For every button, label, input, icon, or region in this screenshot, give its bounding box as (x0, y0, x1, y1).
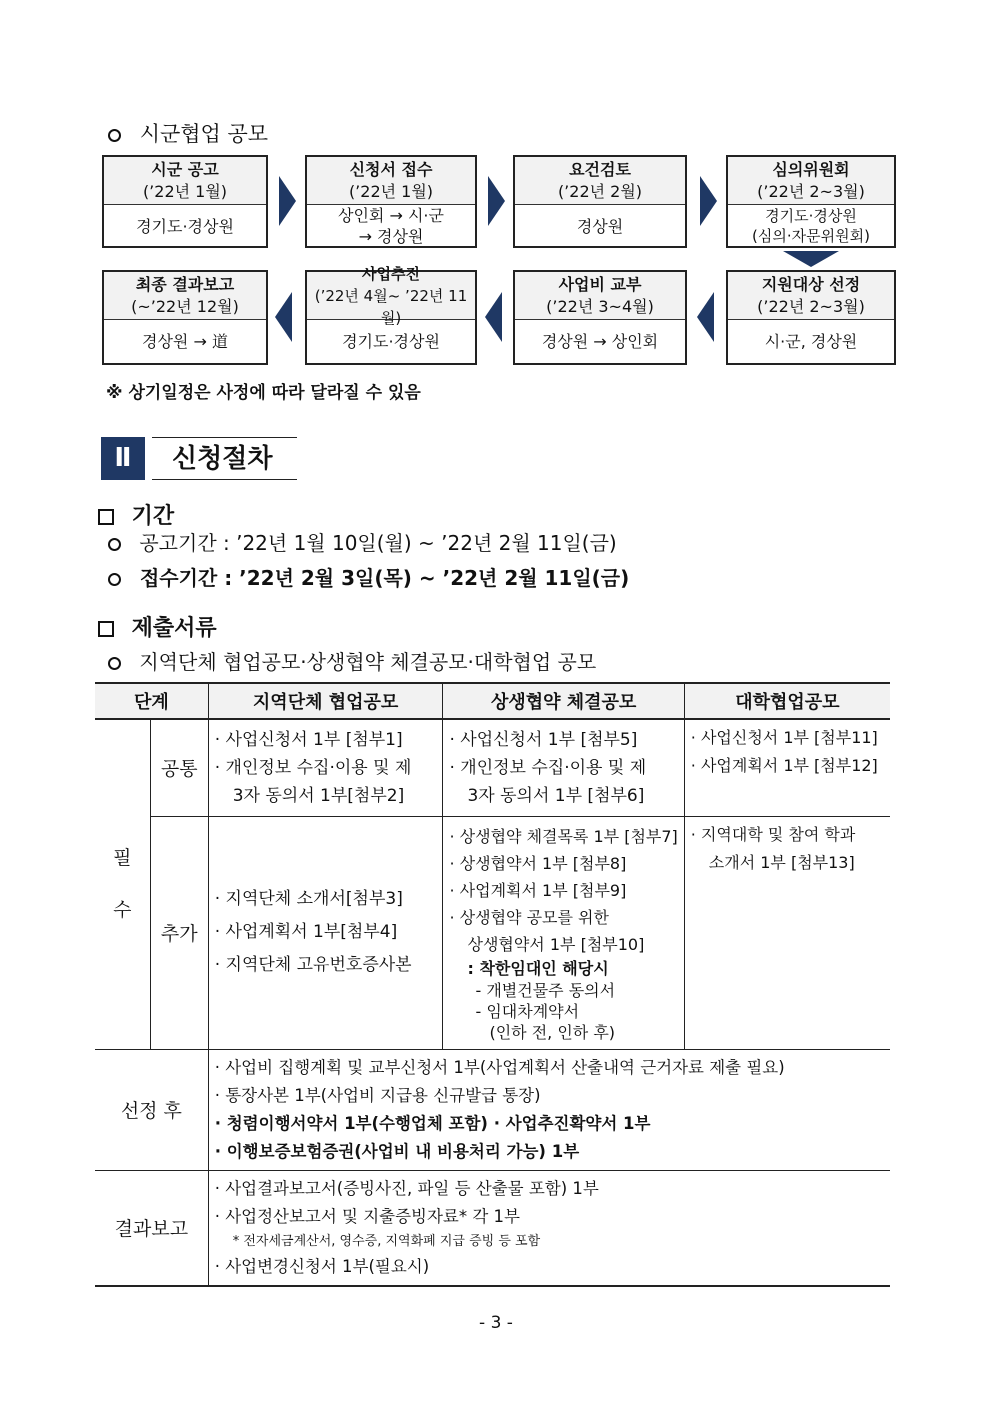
table-row-additional (95, 816, 890, 1049)
sigun-heading: 시군협업 공모 (108, 118, 268, 148)
flow-step-actor: → 경상원 (358, 227, 424, 246)
flow-step-date: (’22년 2~3월) (757, 296, 865, 316)
flow-step-title: 신청서 접수 (349, 159, 433, 179)
header-university: 대학협업공모 (684, 683, 890, 719)
additional-label: 추가 (150, 816, 208, 1049)
square-bullet-icon (98, 621, 114, 637)
flow-step-7 (305, 264, 477, 365)
flow-step-date: (’22년 2~3월) (757, 181, 865, 201)
flow-step-title: 요건검토 (569, 159, 631, 179)
page-number: - 3 - (479, 1313, 513, 1333)
table-header-row (95, 683, 890, 719)
table-row-after-selection (95, 1049, 890, 1170)
flow-step-8 (102, 270, 268, 365)
flow-step-2 (305, 155, 477, 248)
flow-step-date: (’22년 4월~ ’22년 11월) (314, 286, 468, 327)
flow-step-title: 사업비 교부 (558, 274, 642, 294)
header-stage: 단계 (95, 683, 208, 719)
flow-step-date: (’22년 2월) (557, 181, 643, 201)
flow-step-actor: (심의·자문위원회) (752, 227, 870, 245)
result-docs: · 사업결과보고서(증빙사진, 파일 등 산출물 포함) 1부 · 사업정산보고서 및 지출증빙자료* 각 1부 * 전자세금계산서, 영수증, 지역화폐 지급 증빙 등 포함 · 사업변경신청서 1부(필요시) (208, 1170, 890, 1286)
flow-step-title: 사업추진 (362, 264, 420, 283)
circle-bullet-icon (108, 657, 121, 670)
flow-step-actor: 경기도·경상원 (765, 207, 857, 225)
header-local-group: 지역단체 협업공모 (208, 683, 443, 719)
arrow-left-icon (697, 292, 714, 342)
flow-step-actor: 경기도·경상원 (136, 216, 234, 236)
receive-period: 접수기간 : ’22년 2월 3일(목) ~ ’22년 2월 11일(금) (108, 562, 629, 591)
documents-table (95, 682, 890, 1287)
header-coexistence: 상생협약 체결공모 (443, 683, 684, 719)
flow-step-actor: 경상원 → 상인회 (541, 331, 659, 351)
flow-step-5 (726, 270, 896, 365)
announce-period: 공고기간 : ’22년 1월 10일(월) ~ ’22년 2월 11일(금) (108, 527, 617, 556)
required-label: 필 수 (95, 719, 150, 1049)
flow-step-actor: 시·군, 경상원 (764, 331, 858, 351)
after-selection-docs: · 사업비 집행계획 및 교부신청서 1부(사업계획서 산출내역 근거자료 제출 필요) · 통장사본 1부(사업비 지급용 신규발급 통장) · 청렴이행서약서 1부(수행업체 포함) · 사업추진확약서 1부 · 이행보증보험증권(사업비 내 비용처리 가능) 1부 (208, 1049, 890, 1170)
flow-step-6 (513, 270, 687, 365)
common-label: 공통 (150, 719, 208, 816)
additional-university: · 지역대학 및 참여 학과 소개서 1부 [첨부13] (684, 816, 890, 1049)
arrow-right-icon (488, 176, 505, 226)
flow-step-actor: 상인회 → 시·군 (338, 206, 444, 225)
section-number: Ⅱ (101, 437, 145, 480)
flow-step-actor: 경상원 (576, 216, 624, 236)
schedule-note: ※ 상기일정은 사정에 따라 달라질 수 있음 (106, 383, 421, 403)
arrow-left-icon (485, 292, 502, 342)
flow-step-title: 심의위원회 (772, 159, 850, 179)
documents-heading: 제출서류 (98, 611, 217, 642)
flow-step-date: (~’22년 12월) (131, 296, 239, 316)
flow-step-date: (’22년 3~4월) (546, 296, 654, 316)
table-row-common (95, 719, 890, 816)
circle-bullet-icon (108, 129, 121, 142)
arrow-right-icon (700, 176, 717, 226)
flow-step-title: 최종 결과보고 (135, 274, 235, 294)
table-row-result (95, 1170, 890, 1286)
after-selection-label: 선정 후 (95, 1049, 208, 1170)
section-title: 신청절차 (152, 437, 297, 480)
result-label: 결과보고 (95, 1170, 208, 1286)
arrow-down-icon (783, 251, 839, 267)
common-university: · 사업신청서 1부 [첨부11] · 사업계획서 1부 [첨부12] (684, 719, 890, 816)
documents-subheading: 지역단체 협업공모·상생협약 체결공모·대학협업 공모 (108, 646, 596, 675)
flow-step-3 (513, 155, 687, 248)
flow-step-date: (’22년 1월) (348, 181, 434, 201)
common-coexistence: · 사업신청서 1부 [첨부5] · 개인정보 수집·이용 및 제 3자 동의서 1부 [첨부6] (443, 719, 684, 816)
additional-coexistence: · 상생협약 체결목록 1부 [첨부7] · 상생협약서 1부 [첨부8] · 사업계획서 1부 [첨부9] · 상생협약 공모를 위한 상생협약서 1부 [첨부10] : 착한임대인 해당시 - 개별건물주 동의서 - 임대차계약서 (인하 전, 인하 후) (443, 816, 684, 1049)
additional-local-group: · 지역단체 소개서[첨부3] · 사업계획서 1부[첨부4] · 지역단체 고유번호증사본 (208, 816, 443, 1049)
flow-step-1 (102, 155, 268, 248)
square-bullet-icon (98, 509, 114, 525)
circle-bullet-icon (108, 538, 121, 551)
flow-step-actor: 경기도·경상원 (342, 331, 440, 351)
circle-bullet-icon (108, 573, 121, 586)
flow-step-title: 지원대상 선정 (761, 274, 861, 294)
flow-step-date: (’22년 1월) (142, 181, 228, 201)
flow-step-actor: 경상원 → 道 (142, 331, 228, 351)
arrow-left-icon (275, 292, 292, 342)
common-local-group: · 사업신청서 1부 [첨부1] · 개인정보 수집·이용 및 제 3자 동의서 1부[첨부2] (208, 719, 443, 816)
period-heading: 기간 (98, 499, 174, 530)
arrow-right-icon (279, 176, 296, 226)
flow-step-title: 시군 공고 (151, 159, 219, 179)
flow-step-4 (726, 155, 896, 248)
